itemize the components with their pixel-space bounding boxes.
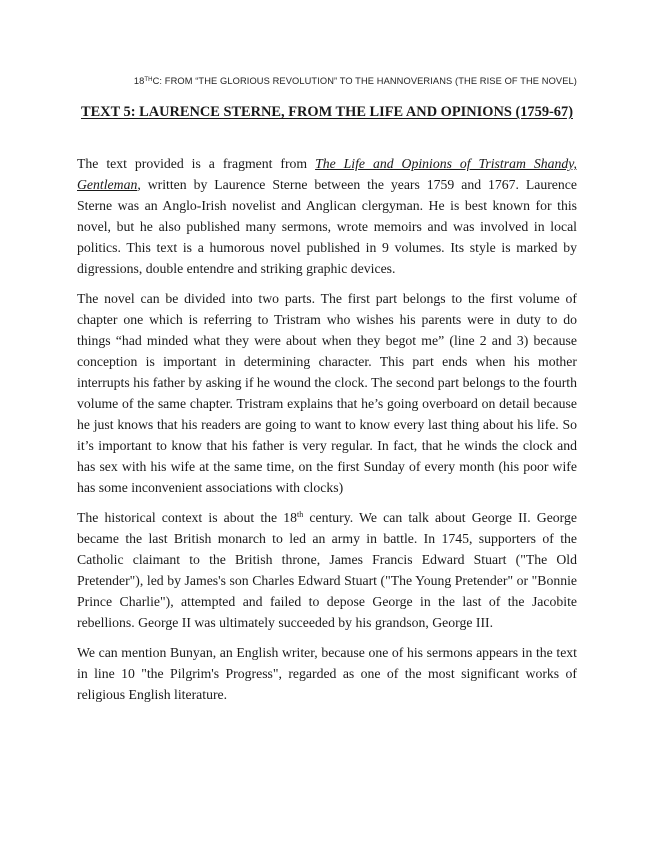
running-header-prefix: 18 xyxy=(133,76,145,86)
paragraph-bunyan: We can mention Bunyan, an English writer, because one of his sermons appears in the text in line 10 "the Pilgrim's Progress", regarded as one of the most significant works of religious English literature. xyxy=(77,645,577,702)
body-text xyxy=(77,153,577,714)
paragraph-historical-rest: century. We can talk about George II. George became the last British monarch to led an army in battle. In 1745, supporters of the Catholic claimant to the British throne, James Francis Edward Stuart ("The Old Pretender"), led by James's son Charles Edward Stuart ("The Young Pretender" or "Bonnie Prince Charlie"), attempted and failed to depose George in the last of the Jacobite rebellions. George II was ultimately succeeded by his grandson, George III. xyxy=(77,510,577,630)
running-header-text: C: FROM “THE GLORIOUS REVOLUTION” TO THE HANNOVERIANS (THE RISE OF THE NOVEL) xyxy=(152,76,577,86)
paragraph-introduction xyxy=(77,153,577,279)
paragraph-introduction-lead: The text provided is a fragment from xyxy=(77,156,316,171)
paragraph-introduction-rest: , written by Laurence Sterne between the years 1759 and 1767. Laurence Sterne was an Anglo-Irish novelist and Anglican clergyman. He is best known for this novel, but he also published many sermons, wrote memoirs and was involved in local politics. This text is a humorous novel published in 9 volumes. Its style is marked by digressions, double entendre and striking graphic devices. xyxy=(77,177,577,276)
running-header-superscript: TH xyxy=(144,77,153,83)
ordinal-superscript: th xyxy=(297,510,304,519)
book-title: The Life and Opinions of Tristram Shandy, Gentleman xyxy=(77,156,577,192)
page-title: TEXT 5: LAURENCE STERNE, FROM THE LIFE AND OPINIONS (1759-67) xyxy=(80,104,573,120)
paragraph-historical-context xyxy=(77,507,577,633)
running-header xyxy=(134,76,577,86)
paragraph-structure: The novel can be divided into two parts. The first part belongs to the first volume of chapter one which is referring to Tristram who wishes his parents were in duty to do things “had minded what they were about when they begot me” (line 2 and 3) because conception is important in determining character. This part ends when his mother interrupts his father by asking if he wound the clock. The second part belongs to the fourth volume of the same chapter. Tristram explains that he’s going overboard on detail because he just knows that his readers are going to want to know every last thing about his life. So it’s important to know that his father is very regular. In fact, that he winds the clock and has sex with his wife at the same time, on the first Sunday of every month (his poor wife has some inconvenient associations with clocks) xyxy=(77,291,577,495)
paragraph-historical-lead: The historical context is about the 18 xyxy=(77,510,298,525)
